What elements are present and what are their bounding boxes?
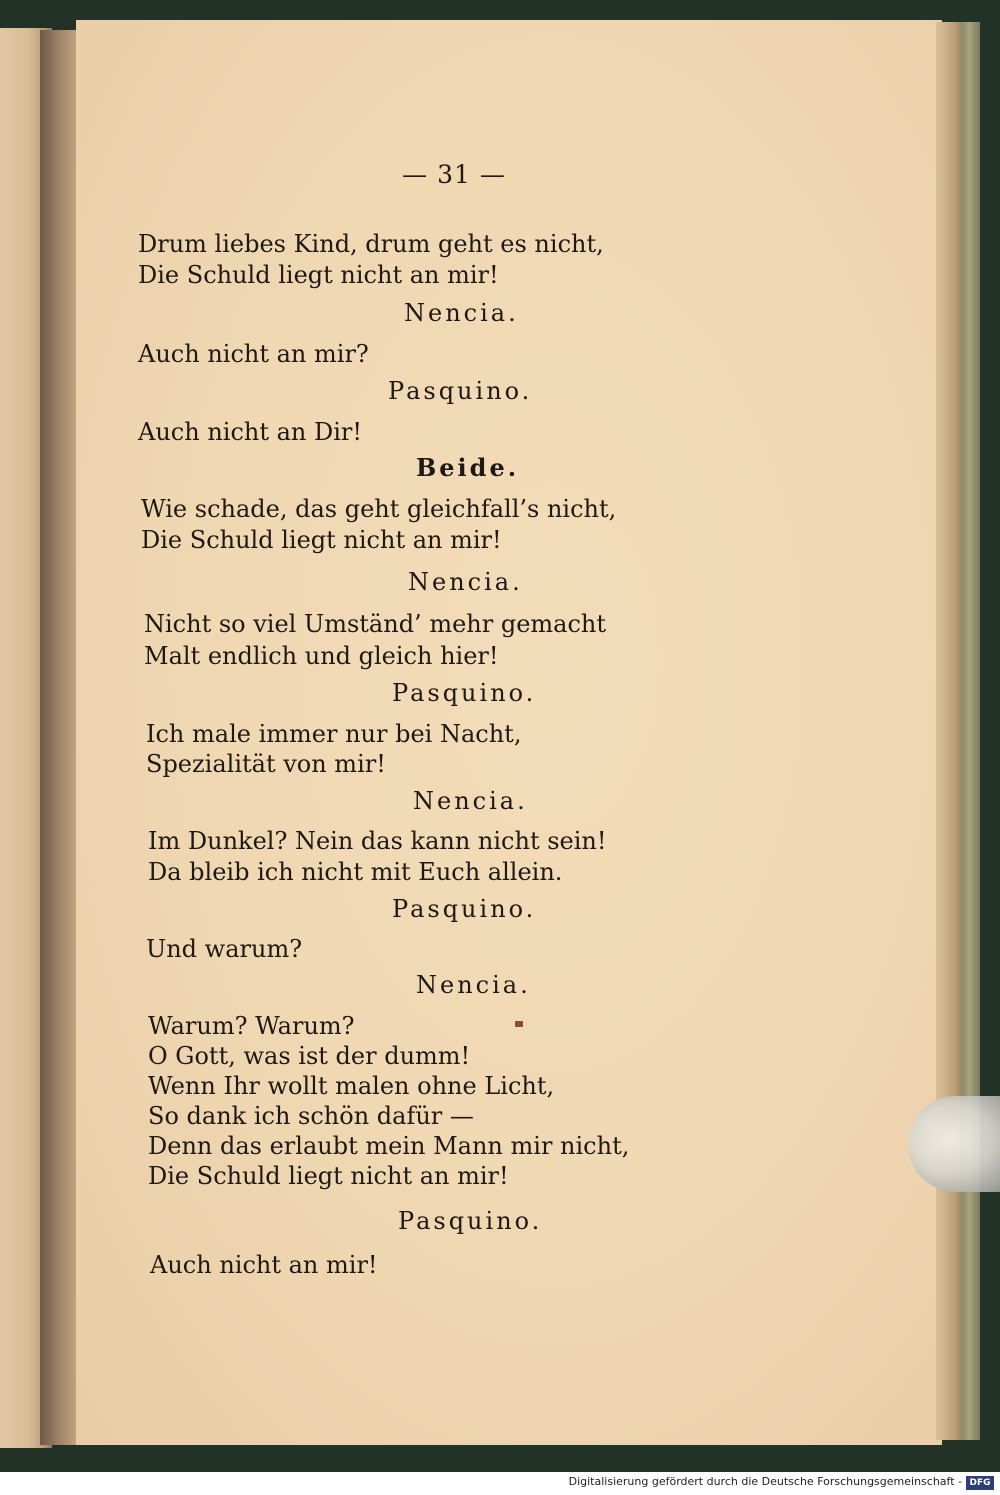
verse-line: Ich male immer nur bei Nacht, [146,720,522,748]
verse-line: Auch nicht an Dir! [138,418,363,446]
right-page-edges [936,22,980,1440]
speaker-name: Beide. [416,453,520,482]
verse-line: Die Schuld liegt nicht an mir! [141,526,502,554]
glass-clip [908,1096,1000,1192]
verse-line: Da bleib ich nicht mit Euch allein. [148,858,563,886]
speaker-name: Pasquino. [388,377,533,405]
verse-line: Im Dunkel? Nein das kann nicht sein! [148,827,607,855]
verse-line: Denn das erlaubt mein Mann mir nicht, [148,1132,630,1160]
verse-line: Drum liebes Kind, drum geht es nicht, [138,230,604,258]
verse-line: Die Schuld liegt nicht an mir! [148,1162,509,1190]
verse-line: Die Schuld liegt nicht an mir! [138,261,499,289]
verse-line: Malt endlich und gleich hier! [144,642,499,670]
speaker-name: Nencia. [408,568,523,596]
speaker-name: Nencia. [404,299,519,327]
speaker-name: Pasquino. [398,1207,543,1235]
verse-line: Warum? Warum? [148,1012,355,1040]
speaker-name: Nencia. [416,971,531,999]
speaker-name: Nencia. [413,787,528,815]
verse-line: Wenn Ihr wollt malen ohne Licht, [148,1072,555,1100]
verse-line: So dank ich schön dafür — [148,1102,474,1130]
verse-line: Spezialität von mir! [146,750,386,778]
verse-line: Und warum? [146,935,303,963]
page-number: — 31 — [402,160,506,189]
verse-line: Auch nicht an mir? [138,340,369,368]
speaker-name: Pasquino. [392,679,537,707]
verse-line: Nicht so viel Umständ’ mehr gemacht [144,610,607,638]
verse-line: Wie schade, das geht gleichfall’s nicht, [141,495,617,523]
digitization-credit: Digitalisierung gefördert durch die Deutsche Forschungsgemeinschaft - [568,1475,962,1488]
speaker-name: Pasquino. [392,895,537,923]
verse-line: Auch nicht an mir! [150,1251,378,1279]
dfg-logo: DFG [966,1476,994,1490]
ink-speck [515,1021,523,1027]
verse-line: O Gott, was ist der dumm! [148,1042,471,1070]
